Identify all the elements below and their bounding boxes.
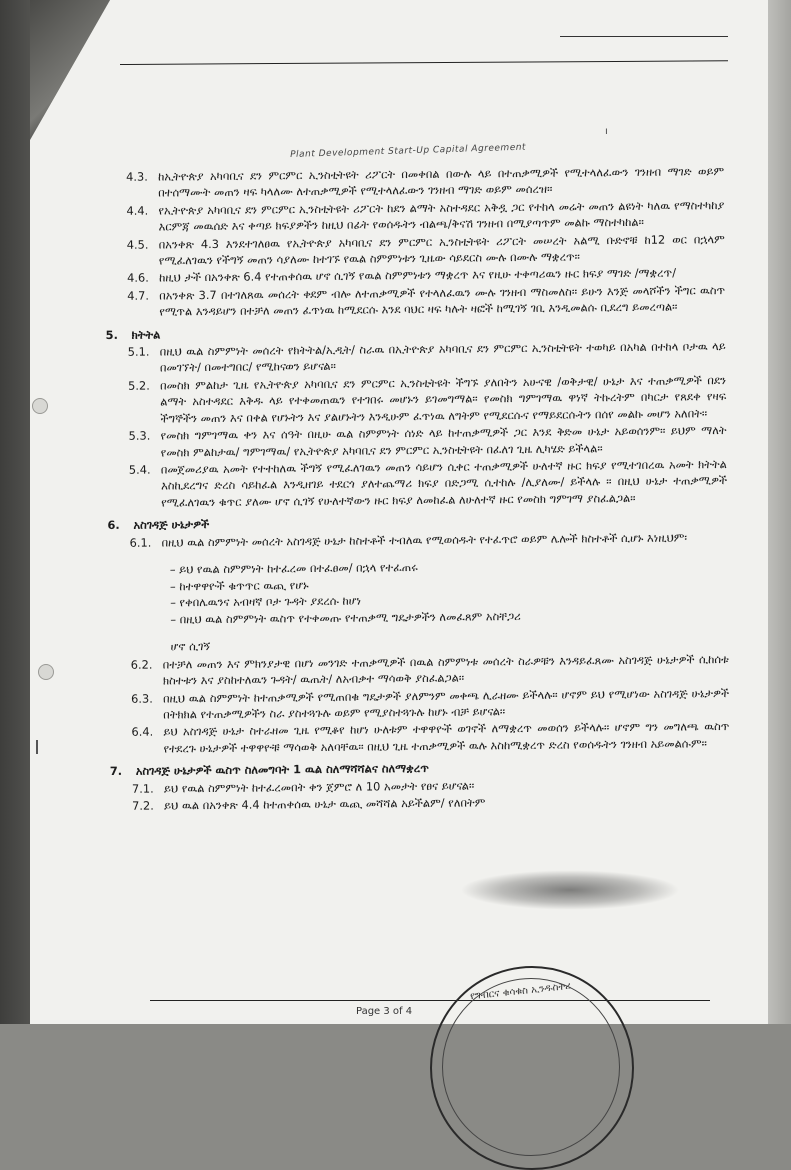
clause-5-1 [128,338,726,377]
section-title: ክትትል [131,327,161,342]
clause-text: ይህ የዉል ስምምነት ከተፈረመበት ቀን ጀምሮ ለ 10 አመታት የፀና ይሆናል። [163,778,475,796]
clause-number: 6.1. [129,535,152,550]
clause-4-5 [127,231,725,270]
clause-number: 4.3. [126,169,148,184]
clause-text: የኢትዮጵያ አካባቢና ደን ምርምር ኢንስቲትዩት ሪፖርት ከደን ልማት አስተዳደር አቅዷ ጋር የተከላ መሬት መጠን ልዩነት ካለዉ የማስተካከያ እርምጃ መዉሰድ እና ቀጣይ ክፍያዎችን ከዚህ በፊት የወሰዱትን ብልጫ/ቅናሽ ገንዘብ በሚያጣጥም መልኩ ማስተካከል። [158,197,725,234]
list-item: – የቀበሌዉንና አብዛኛ ቦታ ጉዳት ያደረሱ ከሆነ [170,589,728,611]
document-body [104,162,730,814]
clause-4-3 [126,163,724,202]
clause-number: 4.6. [126,271,149,286]
clause-number: 5.1. [127,344,150,359]
footer-rule [150,1000,710,1001]
clause-number: 6.2. [130,657,153,672]
clause-text: በአንቀጽ 3.7 በተገለጸዉ መሰረት ቀደም ብሎ ለተጠቃሚዎች የተላለፈዉን ሙሉ ገንዘብ ማስመለስ። ይሁን እንጅ መላሾችን ችግር ዉስጥ የሚጥል እንዳይሆን በተቻለ መጠን ፈጥነዉ ከሚደርሱ እንደ ባህር ዛፍ ካሉት ዛፎች ከሚገኝ ገቢ እንዲመልሱ ቢደረግ ይመረጣል። [159,282,726,319]
list-item: – በዚህ ዉል ስምምነት ዉስጥ የተቀመጡ የተጠቃሚ ግዴታዎችን ለመፈጸም አስቸጋሪ [170,606,728,628]
clause-4-7 [127,282,725,321]
clause-number: 5.4. [128,462,151,477]
clause-number: 4.5. [126,237,149,252]
clause-number: 7.2. [132,798,154,813]
clause-6-2 [131,651,729,690]
clause-number: 7.1. [131,781,154,796]
clause-5-2 [128,372,726,427]
section-title: አስገዳጅ ሁኔታዎች ዉስጥ ስለመግባት 1 ዉል ስለማሻሻልና ስለማቋረጥ [135,761,429,778]
clause-text: በአንቀጽ 4.3 እንደተገለፀዉ የኢትዮጵያ አካባቢና ደን ምርምር ኢንስቲትዩት ሪፖርት መሠረት አልሚ ቡድኖቹ ከ12 ወር በኋላም የሚፈለገዉን የችግኝ መጠን ሳያለሙ ከተገኙ የዉል ስምምነቱን ጊዜው ሳይደርስ ሙሉ በሙሉ ማቋረጥ። [158,231,725,268]
clause-5-3 [128,422,726,461]
official-stamp-inner-ring [442,978,620,1156]
clause-text: ይህ ዉል በአንቀጽ 4.4 ከተጠቀሰዉ ሁኔታ ዉጪ መሻሻል አይችልም/ የለበትም [164,795,486,813]
clause-text: በመስክ ምልከታ ጊዜ የኢትዮጵያ አካባቢና ደን ምርምር ኢንስቲትዩት ችግኙ ያለበትን አሁናዊ /ወቅታዊ/ ሁኔታ እና ተጠቃሚዎች በደን ልማት አስተዳደር እቅዱ ላይ የተቀመጠዉን የተገበሩ መሆኑን ይገመግማል። የመስክ ግምገማዉ ዋነኛ ትኩረትም በካርታ የጸደቀ የዛፍ ችግኞችን መጠን እና በቀል የሆኑትን እና ያልሆኑትን እንዲሁም ፈጥነዉ ለግትም የሚደርሱና የማይደርሱትን በሰየ መልኩ መሆን አለበት። [160,372,727,426]
section-title: አስገዳጅ ሁኔታዎች [133,517,210,532]
clause-6-4 [131,718,729,757]
punch-hole-bottom [38,664,54,680]
clause-number: 4.4. [126,203,149,218]
margin-mark: ı [605,126,608,137]
clause-number: 5.3. [128,428,151,443]
stamp-text: የግብርና ቁሳቁስ ኢንዱስትሪ [469,980,572,1003]
clause-6-3 [131,685,729,724]
clause-text: ከዚህ ታች በአንቀጽ 6.4 የተጠቀሰዉ ሆኖ ሲገኝ የዉል ስምምነቱን ማቋረጥ እና የዚሁ ተቀጣሪዉን ዙር ክፍያ ማገድ /ማቋረጥ/ [158,265,677,285]
list-item: – ከተዋዋዮች ቁጥጥር ዉጪ የሆኑ [170,573,728,595]
clause-text: የመስክ ግምገማዉ ቀን እና ሰዓት በዚሁ ዉል ስምምነት ሰነድ ላይ ከተጠቃሚዎች ጋር እንደ ቅድመ ሁኔታ አይወሰንም። ይህም ማለት የመስክ ምልከታዉ/ ግምገማዉ/ የኢትዮጵያ አካባቢና ደን ምርምር ኢንስቲትዩት በፈለገ ጊዜ ሊካሄድ ይችላል። [160,423,727,459]
clause-text: ይህ አስገዳጅ ሁኔታ ስተራዘመ ጊዜ የሚቆየ ከሆነ ሁለቱም ተዋዋዮች ወገኖች ለማቋረጥ መወሰን ይችላሉ። ሆኖም ግን መግለጫ ዉስጥ የተደረጉ ሁኔታዎች ተዋዋዮቹ ማሳወቅ አለባቸዉ። በዚህ ጊዜ ተጠቃሚዎች ዉሉ እስከሚቋረጥ ድረስ የወሰዱትን ገንዘብ አይመልሱም። [163,719,730,756]
clause-number: 6.4. [131,724,154,740]
clause-text: በዚህ ዉል ስምምነት መሰረት አስገዳጅ ሁኔታ ከስተቶች ተብለዉ የሚወሰዱት የተፈጥሮ ወይም ሌሎች ክስተቶች ሲሆኑ እነዚህም፡ [161,529,688,549]
margin-tick [36,740,38,754]
force-majeure-conditions-list [170,556,729,627]
page-number: Page 3 of 4 [356,1006,413,1017]
clause-text: በመጀመሪያዉ አመት የተተከለዉ ችግኝ የሚፈለገዉን መጠን ሳይሆን ሲቀር ተጠቃሚዎች ሁለተኛ ዙር ክፍያ የሚተገበረዉ አመት ክትትል እስኪደረግና ድረስ ሳይከፈል እንዲዘገይ ተደርጎ ያለተጨማሪ ክፍያ በድጋሚ ሲተከሉ /ሊያለሙ/ ይችላሉ ። በዚህ ሁኔታ ተጠቃሚዎች የሚፈለገዉን ቁጥር ያለሙ ሆኖ ሲገኝ የሁለተኛውን ዙር ክፍያ ለመከፈል ለሁለተኛ ዙር የመስክ ግምገማ ያስፈልጋል። [160,456,728,510]
clause-4-4 [126,197,724,236]
punch-hole-top [32,398,48,414]
top-rule-short [560,36,728,37]
running-header: Plant Development Start-Up Capital Agreement [290,142,527,160]
clause-text: በተቻለ መጠን እና ምክንያታዊ በሆነ መንገድ ተጠቃሚዎች በዉል ስምምነቱ መሰረት ስራዎቹን እንዳይፈጸሙ አስገዳጅ ሁኔታዎች ሲከሰቱ ክስተቱን እና ያስከተለዉን ጉዳት/ ዉጤት/ ለአብቃተ ማሳወቅ ያስፈልጋል። [162,651,729,688]
clause-5-4 [129,456,727,511]
section-number: 5. [105,327,118,342]
section-number: 7. [109,764,123,779]
ink-smudge [460,870,680,910]
list-item: – ይህ የዉል ስምምነት ከተፈረመ በተፈፀመ/ በኋላ የተፈጠሩ [170,556,728,578]
section-number: 6. [107,517,120,533]
clause-number: 6.3. [131,691,153,706]
clause-text: በዚህ ዉል ስምምነት መሰረት የክትትል/ኢዲት/ ስራዉ በኢትዮጵያ አካባቢና ደን ምርምር ኢንስቲትዩት ተወካይ በአካል በተከላ ቦታዉ ላይ በመገኘት/ በመተግበር/ የሚከናወን ይሆናል። [159,339,726,375]
list-continuation: ሆኖ ሲገኝ [170,639,211,654]
clause-number: 5.2. [128,378,150,393]
clause-text: በዚህ ዉል ስምምነት ከተጠቃሚዎች የሚጠበቁ ግዴታዎች ያለምንም መቀጫ ሊራዘሙ ይችላሉ። ሆኖም ይህ የሚሆነው አስገዳጅ ሁኔታዎች በትክክል የተጠቃሚዎችን ስራ ያስተጓጉሉ ወይም የሚያስተጓጉሉ ከሆኑ ብቻ ይሆናል። [163,685,730,722]
clause-number: 4.7. [127,288,150,303]
clause-text: ከኢትዮጵያ አካባቢና ደን ምርምር ኢንስቲትዩት ሪፖርት በመቀበል በውሉ ላይ በተጠቃሚዎች የሚተላለፈውን ገንዘብ ማገድ ወይም በተሰማሙት መጠን ዛፍ ካላለሙ ለተጠቃሚዎች የሚተላለፈውን ገንዘብ ማገድ ወይም መሰረዝ። [158,164,725,200]
